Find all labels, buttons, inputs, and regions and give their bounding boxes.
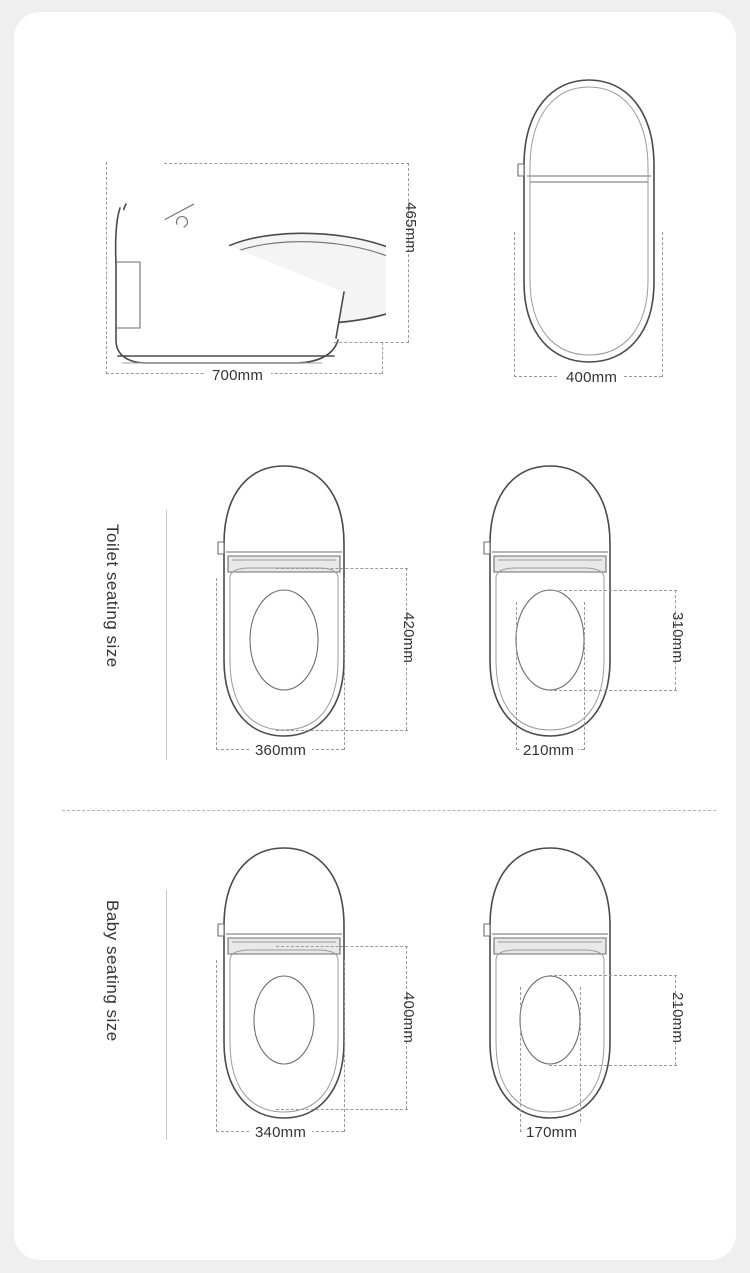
baby-outer-height-label: 400mm <box>400 992 417 1044</box>
toilet-outer-height-leader-top <box>276 568 408 569</box>
baby-seat-inner-illustration <box>472 842 662 1142</box>
toilet-inner-height-label: 310mm <box>669 612 686 664</box>
side-view-height-leader-bottom <box>334 342 409 343</box>
toilet-seating-size-title: Toilet seating size <box>103 524 122 668</box>
toilet-inner-width-right-ext <box>584 602 585 750</box>
toilet-section-rule <box>166 510 167 760</box>
baby-outer-width-label: 340mm <box>249 1124 312 1141</box>
baby-section-rule <box>166 890 167 1140</box>
side-view-length-label: 700mm <box>204 367 271 384</box>
toilet-seat-outer-illustration <box>206 460 396 760</box>
side-view-height-label: 465mm <box>402 202 419 254</box>
baby-inner-height-leader-top <box>549 975 677 976</box>
toilet-outer-width-right-ext <box>344 578 345 750</box>
baby-outer-width-right-ext <box>344 960 345 1132</box>
section-divider <box>62 810 716 811</box>
baby-outer-width-left-ext <box>216 960 217 1132</box>
toilet-outer-width-label: 360mm <box>249 742 312 759</box>
baby-inner-height-leader-bottom <box>549 1065 677 1066</box>
toilet-seat-inner-illustration <box>472 460 662 760</box>
baby-inner-width-right-ext <box>580 987 581 1132</box>
side-view-length-left-ext <box>106 162 107 374</box>
diagram-card <box>14 12 736 1260</box>
toilet-outer-height-leader-bottom <box>276 730 408 731</box>
top-view-width-label: 400mm <box>559 369 624 386</box>
side-view-length-right-ext <box>382 342 383 374</box>
top-view-width-left-ext <box>514 232 515 377</box>
toilet-inner-width-left-ext <box>516 602 517 750</box>
baby-outer-height-leader-bottom <box>276 1109 408 1110</box>
top-view-width-right-ext <box>662 232 663 377</box>
toilet-inner-width-label: 210mm <box>519 742 578 759</box>
baby-seat-outer-illustration <box>206 842 396 1142</box>
baby-seating-size-title: Baby seating size <box>103 900 122 1042</box>
side-view-illustration <box>86 142 386 392</box>
toilet-outer-width-left-ext <box>216 578 217 750</box>
baby-inner-height-label: 210mm <box>669 992 686 1044</box>
baby-inner-width-left-ext <box>520 987 521 1132</box>
toilet-inner-height-leader-bottom <box>549 690 677 691</box>
toilet-inner-height-leader-top <box>549 590 677 591</box>
baby-outer-height-leader-top <box>276 946 408 947</box>
top-view-illustration <box>494 70 714 370</box>
side-view-height-leader-top <box>164 163 409 164</box>
toilet-outer-height-label: 420mm <box>400 612 417 664</box>
baby-inner-width-label: 170mm <box>522 1124 581 1141</box>
